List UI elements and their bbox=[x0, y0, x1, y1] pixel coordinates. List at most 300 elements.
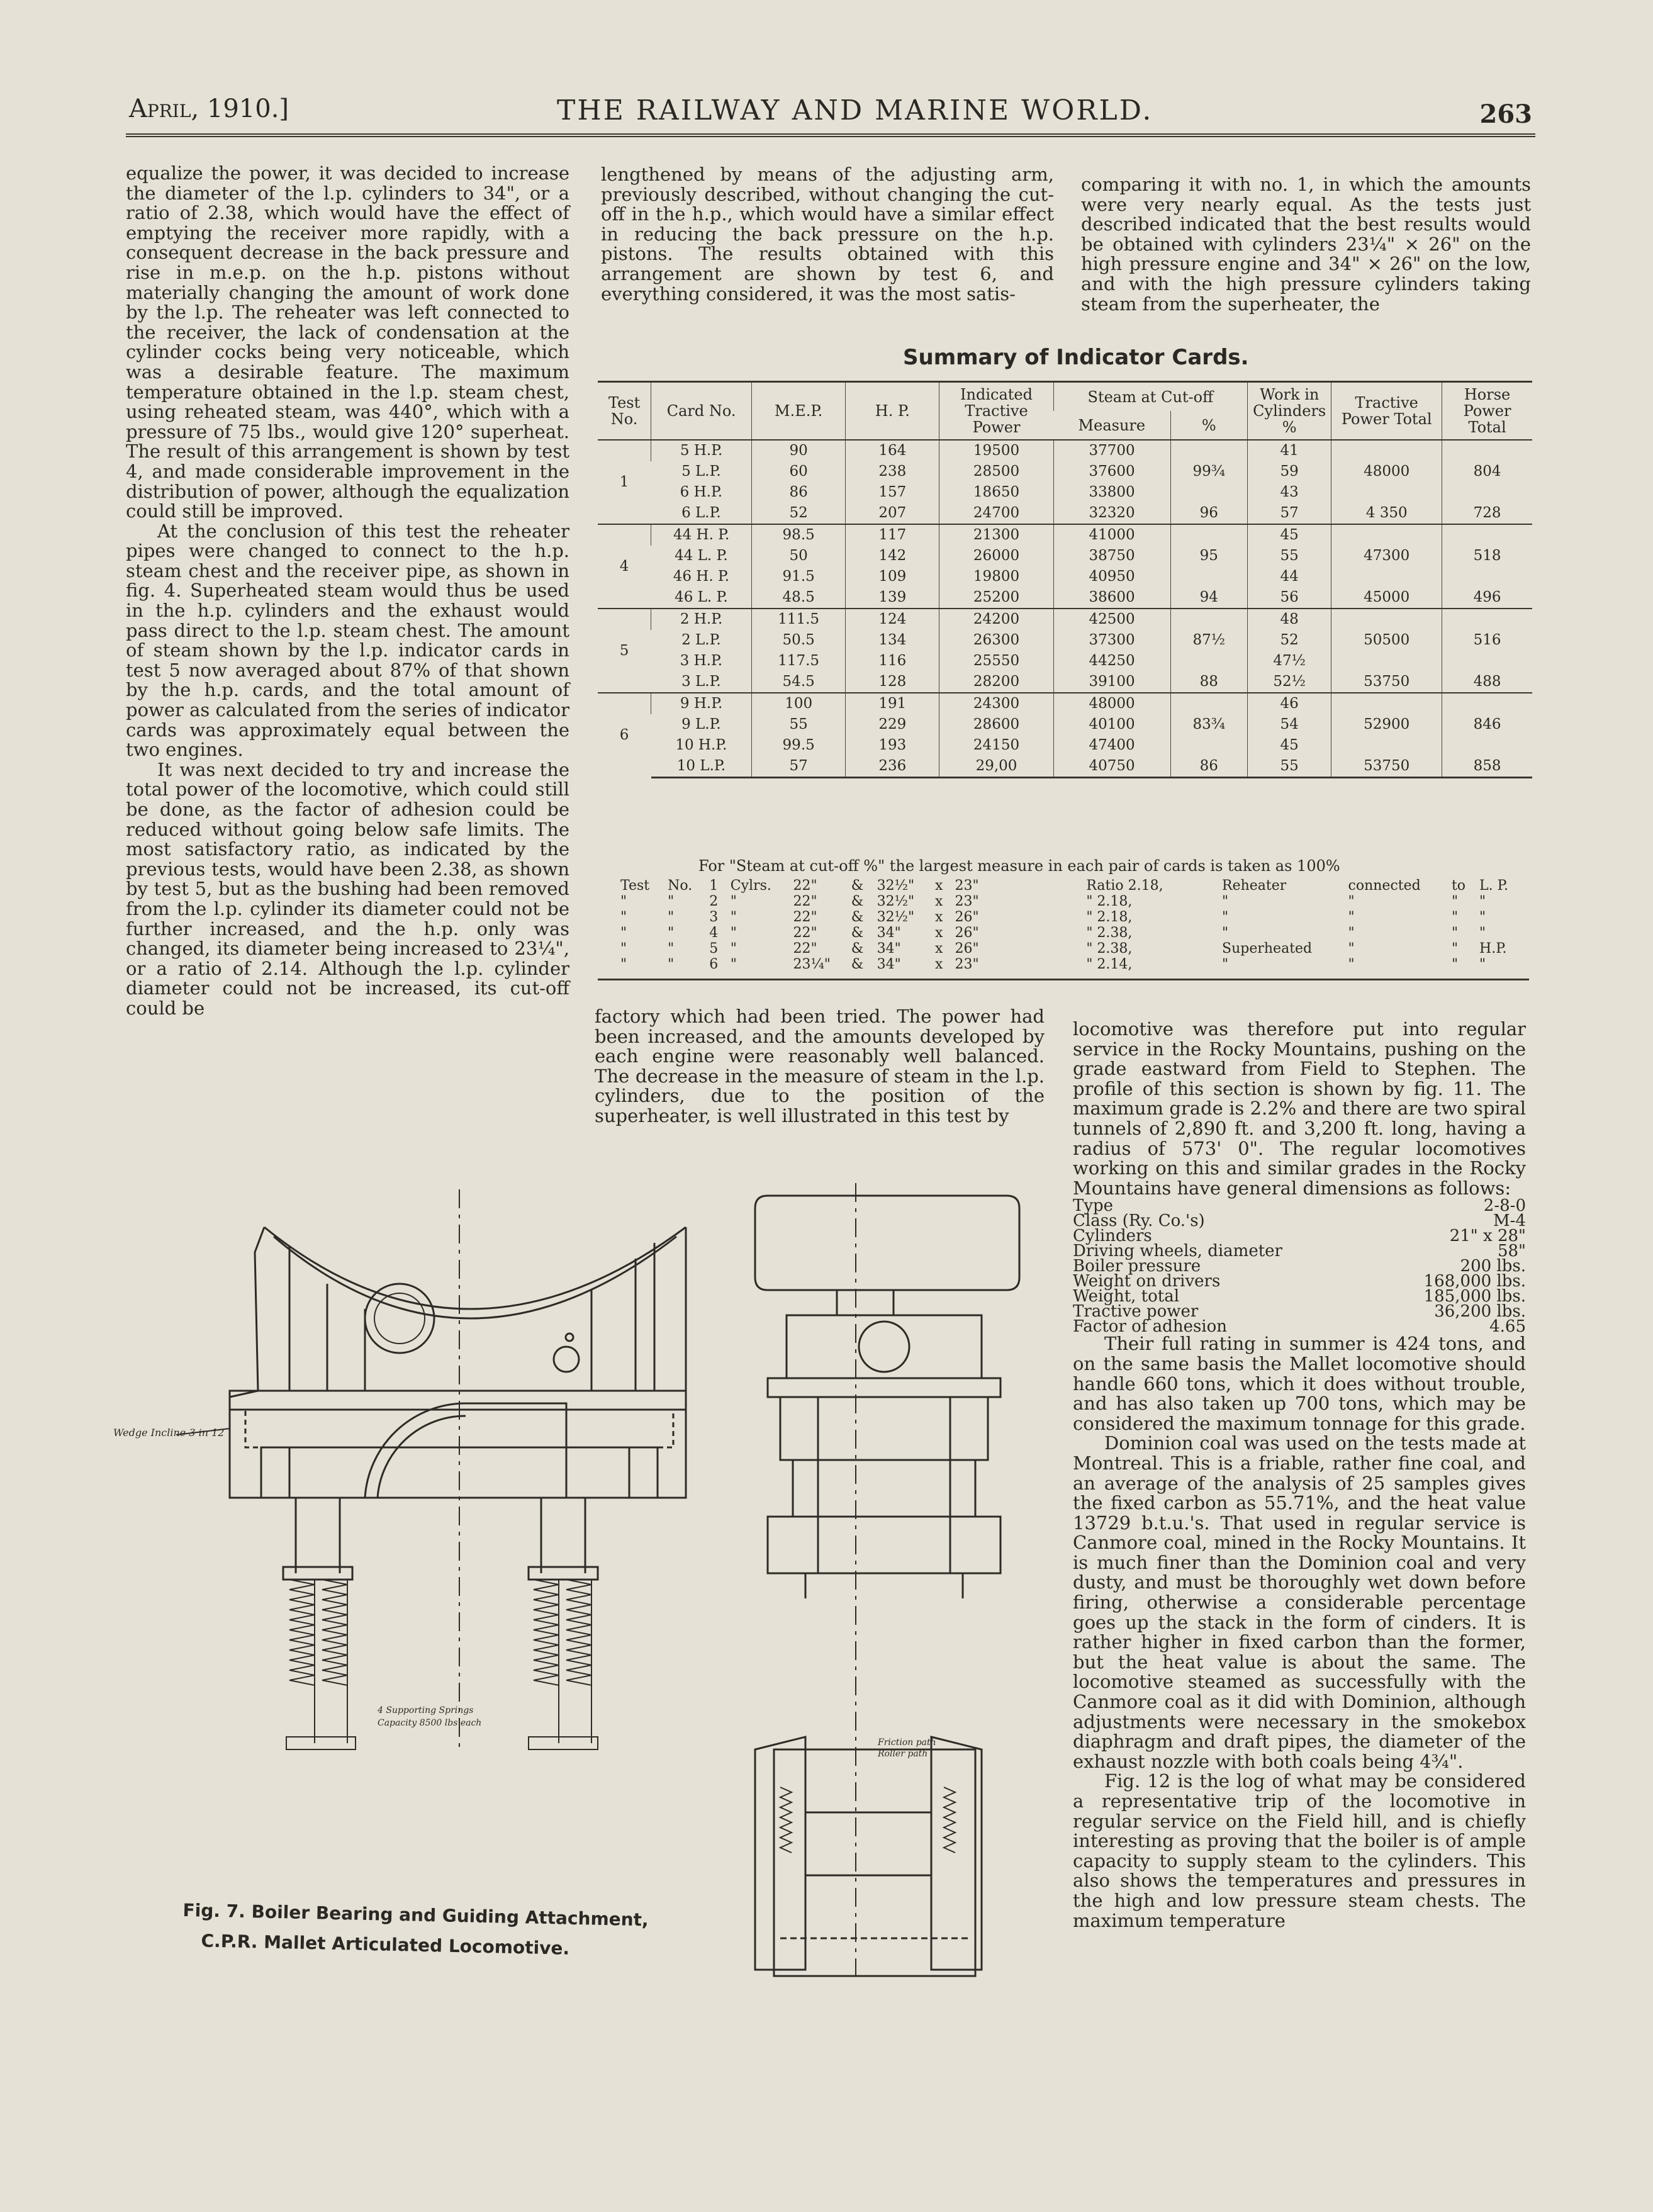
config-c1: 22" bbox=[793, 894, 817, 909]
cell-mep: 100 bbox=[752, 693, 846, 714]
config-test: " bbox=[620, 909, 627, 925]
test-configurations bbox=[617, 878, 1523, 972]
dimension-value: 36,200 lbs. bbox=[1434, 1302, 1526, 1322]
cell-itp: 24150 bbox=[939, 735, 1053, 756]
paragraph: At the conclusion of this test the reheater pipes were changed to connect to the h.p. steam chest and the receiver pipe, as shown in fig. 4. Superheated steam would thus be used in the h.p. cylinders and the exhaust would pass direct to the l.p. steam chest. The amount of steam shown by the l.p. indicator cards in test 5 now averaged about 87% of that shown by the h.p. cards, and the total amount of power as calculated from the series of indicator cards was approximately equal between the two engines. bbox=[126, 520, 570, 761]
table-row bbox=[598, 714, 1532, 735]
config-test: Test bbox=[620, 878, 650, 894]
paragraph: comparing it with no. 1, in which the amounts were very nearly equal. As the tests just described indicated that the best results would be obtained with cylinders 23¼" × 26" on the high pressure engine and 34" × 26" on the low, and with the high pressure cylinders taking steam from the superheater, the bbox=[1081, 174, 1531, 315]
dimension-value: 168,000 lbs. bbox=[1423, 1272, 1526, 1291]
config-test: " bbox=[620, 957, 627, 972]
config-end: " bbox=[1479, 925, 1486, 941]
paragraph: factory which had been tried. The power had been increased, and the amounts developed by each engine were reasonably well balanced. The decrease in the measure of steam in the l.p. cylinders, due to the position of the superheater, is well illustrated in this test by bbox=[595, 1006, 1045, 1126]
cell-mep: 98.5 bbox=[752, 524, 846, 546]
config-x: x bbox=[934, 925, 943, 941]
cell-work: 41 bbox=[1248, 440, 1331, 461]
cell-card: 5 H.P. bbox=[651, 440, 752, 461]
config-stroke: 23" bbox=[955, 957, 979, 972]
cell-pct bbox=[1170, 482, 1248, 503]
config-c2: 32½" bbox=[877, 878, 915, 894]
config-cyl: " bbox=[730, 957, 737, 972]
config-row bbox=[617, 925, 1523, 941]
dimension-row bbox=[1073, 1317, 1526, 1337]
cell-measure: 37600 bbox=[1053, 461, 1170, 482]
config-row bbox=[617, 894, 1523, 909]
cell-measure: 39100 bbox=[1053, 671, 1170, 693]
cell-hpt: 804 bbox=[1442, 461, 1532, 482]
config-ratio: " 2.38, bbox=[1086, 941, 1133, 957]
config-test: " bbox=[620, 925, 627, 941]
cell-hp: 229 bbox=[846, 714, 939, 735]
cell-ttp: 53750 bbox=[1331, 671, 1442, 693]
column-2-bottom bbox=[595, 1007, 1045, 1126]
config-c2: 32½" bbox=[877, 894, 915, 909]
cell-work: 46 bbox=[1248, 693, 1331, 714]
cell-itp: 19500 bbox=[939, 440, 1053, 461]
caption-line-2: C.P.R. Mallet Articulated Locomotive. bbox=[201, 1930, 570, 1959]
cell-ttp: 52900 bbox=[1331, 714, 1442, 735]
table-row bbox=[598, 630, 1532, 651]
summary-table-wrap bbox=[598, 381, 1532, 778]
config-no: " bbox=[668, 957, 675, 972]
cell-itp: 18650 bbox=[939, 482, 1053, 503]
column-3-top bbox=[1081, 175, 1531, 314]
cell-measure: 42500 bbox=[1053, 609, 1170, 630]
cell-work: 55 bbox=[1248, 546, 1331, 566]
cell-pct: 86 bbox=[1170, 756, 1248, 778]
cell-pct bbox=[1170, 566, 1248, 587]
config-test: " bbox=[620, 894, 627, 909]
config-reheat: Reheater bbox=[1222, 878, 1287, 894]
cell-pct bbox=[1170, 693, 1248, 714]
cell-pct: 95 bbox=[1170, 546, 1248, 566]
cell-hpt: 488 bbox=[1442, 671, 1532, 693]
config-reheat: " bbox=[1222, 925, 1229, 941]
cell-ttp bbox=[1331, 609, 1442, 630]
dimension-label: Cylinders bbox=[1073, 1227, 1152, 1246]
summary-table bbox=[598, 381, 1532, 778]
th-measure: Measure bbox=[1078, 416, 1146, 434]
cell-mep: 54.5 bbox=[752, 671, 846, 693]
cell-hp: 142 bbox=[846, 546, 939, 566]
config-c2: 34" bbox=[877, 925, 901, 941]
cell-measure: 38600 bbox=[1053, 587, 1170, 609]
config-reheat: " bbox=[1222, 894, 1229, 909]
cell-hpt bbox=[1442, 651, 1532, 671]
header-rule bbox=[126, 133, 1535, 137]
cell-test: 6 bbox=[598, 693, 651, 778]
cell-itp: 24700 bbox=[939, 503, 1053, 524]
cell-ttp: 47300 bbox=[1331, 546, 1442, 566]
config-c2: 34" bbox=[877, 957, 901, 972]
cell-ttp: 53750 bbox=[1331, 756, 1442, 778]
dimension-value: M-4 bbox=[1493, 1211, 1526, 1231]
config-reheat: " bbox=[1222, 957, 1229, 972]
cell-hpt bbox=[1442, 735, 1532, 756]
config-reheat: Superheated bbox=[1222, 941, 1313, 957]
cell-hp: 139 bbox=[846, 587, 939, 609]
cell-card: 9 L.P. bbox=[681, 716, 721, 733]
cell-measure: 32320 bbox=[1053, 503, 1170, 524]
cell-measure: 47400 bbox=[1053, 735, 1170, 756]
cell-mep: 48.5 bbox=[752, 587, 846, 609]
cell-hpt: 496 bbox=[1442, 587, 1532, 609]
cell-pct: 96 bbox=[1170, 503, 1248, 524]
cell-itp: 29,00 bbox=[939, 756, 1053, 778]
cell-measure: 48000 bbox=[1053, 693, 1170, 714]
cell-mep: 50.5 bbox=[752, 630, 846, 651]
cell-mep: 99.5 bbox=[752, 735, 846, 756]
config-stroke: 23" bbox=[955, 894, 979, 909]
config-no: " bbox=[668, 925, 675, 941]
cell-card: 46 L. P. bbox=[675, 589, 728, 605]
figure-boiler-bearing-section bbox=[742, 1183, 1038, 2001]
config-c2: 32½" bbox=[877, 909, 915, 925]
config-cyl: Cylrs. bbox=[730, 878, 771, 894]
config-stroke: 26" bbox=[955, 941, 979, 957]
config-ratio: " 2.14, bbox=[1086, 957, 1133, 972]
config-end: " bbox=[1479, 957, 1486, 972]
table-row bbox=[598, 587, 1532, 609]
cell-ttp bbox=[1331, 651, 1442, 671]
cell-measure: 37700 bbox=[1053, 440, 1170, 461]
cell-mep: 55 bbox=[752, 714, 846, 735]
cell-work: 55 bbox=[1248, 756, 1331, 778]
cell-ttp bbox=[1331, 735, 1442, 756]
cell-hpt: 728 bbox=[1442, 503, 1532, 524]
dimension-label: Weight on drivers bbox=[1073, 1272, 1221, 1291]
config-x: x bbox=[934, 909, 943, 925]
caption-line-1: Fig. 7. Boiler Bearing and Guiding Attachment, bbox=[182, 1899, 649, 1931]
th-test: Test No. bbox=[598, 382, 651, 441]
config-end: " bbox=[1479, 909, 1486, 925]
cell-work: 45 bbox=[1248, 735, 1331, 756]
cell-mep: 111.5 bbox=[752, 609, 846, 630]
cell-mep: 57 bbox=[752, 756, 846, 778]
cell-hpt: 518 bbox=[1442, 546, 1532, 566]
table-row bbox=[598, 693, 1532, 714]
config-ratio: Ratio 2.18, bbox=[1086, 878, 1163, 894]
cell-mep: 117.5 bbox=[752, 651, 846, 671]
cell-card: 10 L.P. bbox=[651, 756, 752, 778]
config-num: 2 bbox=[709, 894, 719, 909]
dimension-value: 21" x 28" bbox=[1449, 1227, 1526, 1246]
running-header bbox=[129, 94, 1532, 138]
cell-measure: 40100 bbox=[1053, 714, 1170, 735]
column-1 bbox=[126, 164, 569, 1019]
config-conn: " bbox=[1348, 894, 1355, 909]
cell-pct bbox=[1170, 651, 1248, 671]
cell-ttp: 45000 bbox=[1331, 587, 1442, 609]
cell-hpt: 516 bbox=[1442, 630, 1532, 651]
cell-ttp bbox=[1331, 482, 1442, 503]
cell-card: 2 H.P. bbox=[651, 609, 752, 630]
table-row bbox=[598, 461, 1532, 482]
cell-hpt bbox=[1442, 524, 1532, 546]
label-wedge: Wedge Incline 3 in 12 bbox=[113, 1427, 225, 1439]
config-cyl: " bbox=[730, 909, 737, 925]
cell-work: 45 bbox=[1248, 524, 1331, 546]
cell-card: 5 L.P. bbox=[681, 463, 721, 480]
config-to: " bbox=[1451, 925, 1459, 941]
paragraph: Fig. 12 is the log of what may be considered a representative trip of the locomotive in regular service on the Field hill, and is chiefly interesting as proving that the boiler is of ample capacity to supply steam to the cylinders. This also shows the temperatures and pressures in the high and low pressure steam chests. The maximum temperature bbox=[1073, 1770, 1526, 1931]
cell-pct bbox=[1170, 609, 1248, 630]
cell-measure: 38750 bbox=[1053, 546, 1170, 566]
cell-ttp: 50500 bbox=[1331, 630, 1442, 651]
cell-work: 43 bbox=[1248, 482, 1331, 503]
cell-pct: 94 bbox=[1170, 587, 1248, 609]
cell-hp: 117 bbox=[846, 524, 939, 546]
cell-hp: 191 bbox=[846, 693, 939, 714]
config-ratio: " 2.38, bbox=[1086, 925, 1133, 941]
config-row bbox=[617, 941, 1523, 957]
cell-itp: 26000 bbox=[939, 546, 1053, 566]
dimension-value: 2-8-0 bbox=[1483, 1196, 1526, 1216]
cell-ttp bbox=[1331, 693, 1442, 714]
table-title: Summary of Indicator Cards. bbox=[903, 345, 1249, 370]
cell-work: 52½ bbox=[1248, 671, 1331, 693]
label-springs: 4 Supporting Springs bbox=[378, 1705, 474, 1715]
cell-hp: 134 bbox=[846, 630, 939, 651]
config-stroke: 26" bbox=[955, 909, 979, 925]
table-row bbox=[598, 546, 1532, 566]
cell-hpt bbox=[1442, 609, 1532, 630]
config-ratio: " 2.18, bbox=[1086, 909, 1133, 925]
table-note: For "Steam at cut-off %" the largest measure in each pair of cards is taken as 100% bbox=[698, 857, 1340, 875]
issue-date: April, 1910.] bbox=[129, 94, 289, 123]
config-x: x bbox=[934, 878, 943, 894]
cell-hp: 164 bbox=[846, 440, 939, 461]
table-row bbox=[598, 440, 1532, 461]
config-x: x bbox=[934, 894, 943, 909]
config-and: & bbox=[851, 925, 864, 941]
cell-card: 3 L.P. bbox=[681, 673, 721, 690]
cell-mep: 86 bbox=[752, 482, 846, 503]
config-c1: 23¼" bbox=[793, 957, 831, 972]
config-stroke: 23" bbox=[955, 878, 979, 894]
cell-pct: 83¾ bbox=[1170, 714, 1248, 735]
label-roller-path: Roller path bbox=[878, 1749, 928, 1759]
config-cyl: " bbox=[730, 925, 737, 941]
config-conn: " bbox=[1348, 909, 1355, 925]
config-c2: 34" bbox=[877, 941, 901, 957]
config-row bbox=[617, 909, 1523, 925]
config-c1: 22" bbox=[793, 878, 817, 894]
table-bottom-rule bbox=[598, 979, 1529, 980]
config-x: x bbox=[934, 941, 943, 957]
table-row bbox=[598, 756, 1532, 778]
th-steam: Steam at Cut-off bbox=[1053, 382, 1248, 412]
config-to: to bbox=[1451, 878, 1466, 894]
cell-work: 56 bbox=[1248, 587, 1331, 609]
paragraph: lengthened by means of the adjusting arm, previously described, without changing the cut-off in the h.p., which would have a similar effect in reducing the back pressure on the h.p. pistons. The results obtained with this arrangement are shown by test 6, and everything considered, it was the most satis- bbox=[601, 164, 1054, 305]
table-row bbox=[598, 735, 1532, 756]
config-and: & bbox=[851, 957, 864, 972]
config-cyl: " bbox=[730, 941, 737, 957]
cell-ttp: 4 350 bbox=[1331, 503, 1442, 524]
config-conn: connected bbox=[1348, 878, 1421, 894]
cell-itp: 28200 bbox=[939, 671, 1053, 693]
config-no: " bbox=[668, 909, 675, 925]
cell-pct bbox=[1170, 735, 1248, 756]
dimension-label: Factor of adhesion bbox=[1073, 1317, 1228, 1337]
cell-itp: 26300 bbox=[939, 630, 1053, 651]
config-conn: " bbox=[1348, 925, 1355, 941]
config-and: & bbox=[851, 878, 864, 894]
config-num: 5 bbox=[709, 941, 719, 957]
label-friction-path: Friction path bbox=[878, 1738, 936, 1748]
cell-measure: 37300 bbox=[1053, 630, 1170, 651]
table-row bbox=[598, 609, 1532, 630]
table-row bbox=[598, 566, 1532, 587]
cell-itp: 24200 bbox=[939, 609, 1053, 630]
cell-hp: 236 bbox=[846, 756, 939, 778]
table-row bbox=[598, 482, 1532, 503]
page-number: 263 bbox=[1479, 99, 1532, 129]
cell-mep: 52 bbox=[752, 503, 846, 524]
dimension-value: 58" bbox=[1497, 1242, 1526, 1261]
cell-card: 44 H. P. bbox=[651, 524, 752, 546]
th-ttp: Tractive Power Total bbox=[1331, 382, 1442, 441]
config-num: 3 bbox=[709, 909, 719, 925]
config-no: " bbox=[668, 894, 675, 909]
cell-hp: 124 bbox=[846, 609, 939, 630]
config-c1: 22" bbox=[793, 941, 817, 957]
th-work: Work in Cylinders % bbox=[1248, 382, 1331, 441]
config-no: No. bbox=[668, 878, 693, 894]
table-row bbox=[598, 524, 1532, 546]
figure-boiler-bearing-side bbox=[101, 1183, 717, 1812]
cell-card: 3 H.P. bbox=[680, 653, 723, 669]
cell-itp: 28500 bbox=[939, 461, 1053, 482]
config-ratio: " 2.18, bbox=[1086, 894, 1133, 909]
cell-measure: 33800 bbox=[1053, 482, 1170, 503]
config-and: & bbox=[851, 894, 864, 909]
cell-pct bbox=[1170, 440, 1248, 461]
cell-mep: 90 bbox=[752, 440, 846, 461]
cell-itp: 25550 bbox=[939, 651, 1053, 671]
cell-hpt: 846 bbox=[1442, 714, 1532, 735]
config-end: " bbox=[1479, 894, 1486, 909]
cell-measure: 40950 bbox=[1053, 566, 1170, 587]
cell-itp: 28600 bbox=[939, 714, 1053, 735]
cell-itp: 24300 bbox=[939, 693, 1053, 714]
config-to: " bbox=[1451, 909, 1459, 925]
config-row bbox=[617, 957, 1523, 972]
cell-test: 1 bbox=[598, 440, 651, 524]
figure-caption bbox=[182, 1895, 674, 1966]
config-num: 1 bbox=[709, 878, 719, 894]
cell-hp: 238 bbox=[846, 461, 939, 482]
config-conn: " bbox=[1348, 941, 1355, 957]
cell-work: 52 bbox=[1248, 630, 1331, 651]
config-cyl: " bbox=[730, 894, 737, 909]
config-conn: " bbox=[1348, 957, 1355, 972]
cell-pct: 88 bbox=[1170, 671, 1248, 693]
th-hp: H. P. bbox=[846, 382, 939, 441]
paragraph: locomotive was therefore put into regular service in the Rocky Mountains, pushing on the grade eastward from Field to Stephen. The profile of this section is shown by fig. 11. The maximum grade is 2.2% and there are two spiral tunnels of 2,890 ft. and 3,200 ft. long, having a radius of 573' 0". The regular locomotives working on this and similar grades in the Rocky Mountains have general dimensions as follows: bbox=[1073, 1018, 1526, 1199]
dimension-label: Class (Ry. Co.'s) bbox=[1073, 1211, 1205, 1231]
cell-hpt: 858 bbox=[1442, 756, 1532, 778]
cell-pct: 99¾ bbox=[1170, 461, 1248, 482]
th-pct: % bbox=[1170, 411, 1248, 440]
cell-hpt bbox=[1442, 440, 1532, 461]
dimension-label: Type bbox=[1073, 1196, 1114, 1216]
config-c1: 22" bbox=[793, 909, 817, 925]
th-itp: Indicated Tractive Power bbox=[939, 382, 1053, 441]
config-reheat: " bbox=[1222, 909, 1229, 925]
cell-work: 59 bbox=[1248, 461, 1331, 482]
dimension-value: 200 lbs. bbox=[1460, 1257, 1526, 1276]
cell-hpt bbox=[1442, 482, 1532, 503]
cell-hp: 116 bbox=[846, 651, 939, 671]
config-x: x bbox=[934, 957, 943, 972]
cell-card: 10 H.P. bbox=[675, 737, 727, 753]
cell-mep: 91.5 bbox=[752, 566, 846, 587]
config-row bbox=[617, 878, 1523, 894]
cell-card: 44 L. P. bbox=[675, 547, 728, 564]
config-no: " bbox=[668, 941, 675, 957]
config-to: " bbox=[1451, 957, 1459, 972]
cell-pct: 87½ bbox=[1170, 630, 1248, 651]
cell-card: 9 H.P. bbox=[651, 693, 752, 714]
cell-ttp bbox=[1331, 524, 1442, 546]
paragraph: It was next decided to try and increase the total power of the locomotive, which could still be done, as the factor of adhesion could be reduced without going below safe limits. The most satisfactory ratio, as indicated by the previous tests, would have been 2.38, as shown by test 5, but as the bushing had been removed from the l.p. cylinder its diameter could not be further increased, and the h.p. only was changed, its diameter being increased to 23¼", or a ratio of 2.14. Although the l.p. cylinder diameter could not be increased, its cut-off could be bbox=[126, 758, 569, 1019]
paragraph: Their full rating in summer is 424 tons, and on the same basis the Mallet locomotive should handle 660 tons, which it does without trouble, and has also taken up 700 tons, which may be considered the maximum tonnage for this grade. bbox=[1073, 1333, 1526, 1434]
cell-card: 6 L.P. bbox=[681, 505, 721, 521]
config-test: " bbox=[620, 941, 627, 957]
cell-work: 48 bbox=[1248, 609, 1331, 630]
cell-ttp: 48000 bbox=[1331, 461, 1442, 482]
cell-work: 57 bbox=[1248, 503, 1331, 524]
cell-measure: 41000 bbox=[1053, 524, 1170, 546]
cell-itp: 25200 bbox=[939, 587, 1053, 609]
config-end: L. P. bbox=[1479, 878, 1508, 894]
config-num: 4 bbox=[709, 925, 719, 941]
cell-measure: 40750 bbox=[1053, 756, 1170, 778]
table-row bbox=[598, 651, 1532, 671]
cell-mep: 60 bbox=[752, 461, 846, 482]
cell-work: 54 bbox=[1248, 714, 1331, 735]
cell-ttp bbox=[1331, 566, 1442, 587]
cell-card: 46 H. P. bbox=[673, 568, 730, 585]
column-2-top bbox=[601, 165, 1054, 304]
config-and: & bbox=[851, 941, 864, 957]
cell-hp: 157 bbox=[846, 482, 939, 503]
cell-itp: 19800 bbox=[939, 566, 1053, 587]
dimension-label: Boiler pressure bbox=[1073, 1257, 1201, 1276]
th-card: Card No. bbox=[651, 382, 752, 441]
cell-pct bbox=[1170, 524, 1248, 546]
dimension-value: 4.65 bbox=[1489, 1317, 1526, 1337]
label-springs-capacity: Capacity 8500 lbs each bbox=[378, 1718, 482, 1728]
table-row bbox=[598, 671, 1532, 693]
dimensions-list bbox=[1073, 1196, 1526, 1337]
config-end: H.P. bbox=[1479, 941, 1507, 957]
cell-work: 44 bbox=[1248, 566, 1331, 587]
cell-itp: 21300 bbox=[939, 524, 1053, 546]
cell-work: 47½ bbox=[1248, 651, 1331, 671]
paragraph: equalize the power, it was decided to increase the diameter of the l.p. cylinders to 34", or a ratio of 2.38, which would have the effect of emptying the receiver more rapidly, with a consequent decrease in the back pressure and rise in m.e.p. on the h.p. pistons without materially changing the amount of work done by the l.p. The reheater was left connected to the receiver, the lack of condensation at the cylinder cocks being very noticeable, which was a desirable feature. The maximum temperature obtained in the l.p. steam chest, using reheated steam, was 440°, which with a pressure of 75 lbs., would give 120° superheat. The result of this arrangement is shown by test 4, and made considerable improvement in the distribution of power, although the equalization could still be improved. bbox=[126, 162, 569, 522]
cell-card: 2 L.P. bbox=[681, 632, 721, 648]
config-to: " bbox=[1451, 894, 1459, 909]
cell-card: 6 H.P. bbox=[680, 484, 723, 500]
column-3-bottom bbox=[1073, 1019, 1526, 1931]
config-and: & bbox=[851, 909, 864, 925]
cell-test: 5 bbox=[598, 609, 651, 693]
cell-measure: 44250 bbox=[1053, 651, 1170, 671]
dimension-label: Tractive power bbox=[1073, 1302, 1199, 1322]
